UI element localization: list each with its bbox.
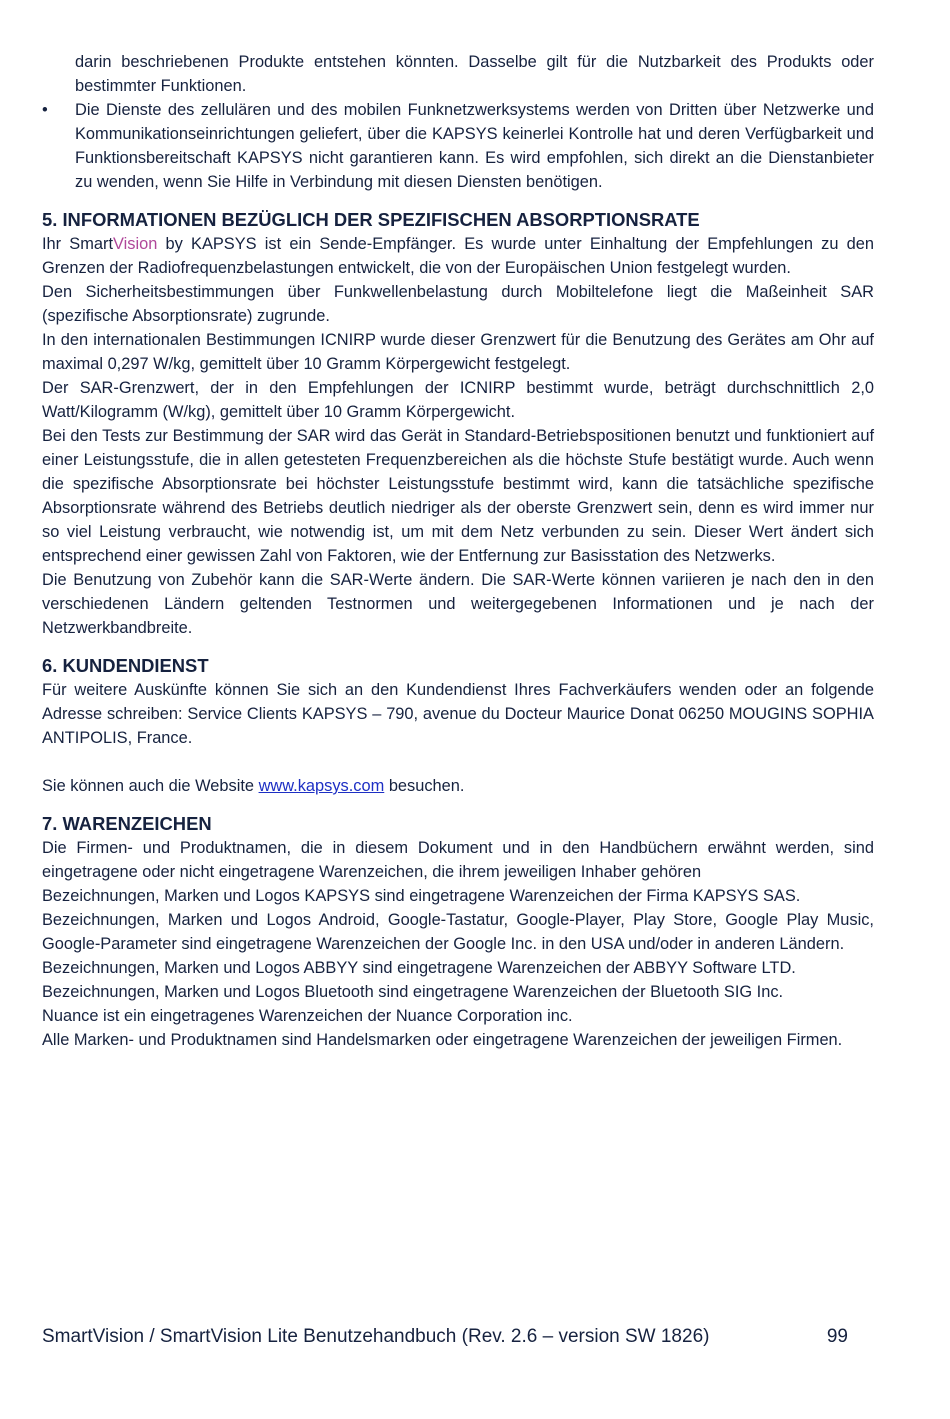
spacer (42, 750, 874, 774)
section-sar (42, 208, 874, 640)
section-customer-service (42, 654, 874, 798)
website-link[interactable]: www.kapsys.com (258, 777, 385, 795)
section-trademarks (42, 812, 874, 1052)
page-number: 99 (826, 1326, 848, 1347)
website-post: besuchen. (384, 777, 465, 795)
intro-continuation: darin beschriebenen Produkte entstehen könnten. Dasselbe gilt für die Nutzbarkeit des Produkts oder bestimmter Funktionen. (75, 53, 874, 95)
bullet-list (42, 98, 874, 194)
section-heading-sar: 5. INFORMATIONEN BEZÜGLICH DER SPEZIFISCHEN ABSORPTIONSRATE (42, 209, 700, 230)
bullet-text: Die Dienste des zellulären und des mobilen Funknetzwerksystems werden von Dritten über Netzwerke und Kommunikationseinrichtungen geliefert, über die KAPSYS keinerlei Kontrolle hat und deren Verfügbarkeit und Funktionsbereitschaft KAPSYS nicht garantieren kann. Es wird empfohlen, sich direkt an die Dienstanbieter zu wenden, wenn Sie Hilfe in Verbindung mit diesen Diensten benötigen. (75, 101, 874, 191)
paragraph: Der SAR-Grenzwert, der in den Empfehlungen der ICNIRP bestimmt wurde, beträgt durchschnittlich 2,0 Watt/Kilogramm (W/kg), gemittelt über 10 Gramm Körpergewicht. (42, 379, 874, 421)
page-footer (42, 1323, 848, 1351)
paragraph: Bezeichnungen, Marken und Logos KAPSYS sind eingetragene Warenzeichen der Firma KAPSYS SAS. (42, 887, 801, 905)
paragraph: Den Sicherheitsbestimmungen über Funkwellenbelastung durch Mobiltelefone liegt die Maßeinheit SAR (spezifische Absorptionsrate) zugrunde. (42, 283, 874, 325)
paragraph-intro-pre: Ihr Smart (42, 235, 114, 253)
document-body (42, 50, 874, 1052)
paragraph-address: Für weitere Auskünfte können Sie sich an den Kundendienst Ihres Fachverkäufers wenden oder an folgende Adresse schreiben: Service Clients KAPSYS – 790, avenue du Docteur Maurice Donat 06250 MOUGINS SOPHIA ANTIPOLIS, France. (42, 681, 874, 747)
brand-accent-text: Vision (113, 235, 158, 253)
paragraph: Bezeichnungen, Marken und Logos Bluetooth sind eingetragene Warenzeichen der Bluetooth SIG Inc. (42, 983, 784, 1001)
paragraph: Nuance ist ein eingetragenes Warenzeichen der Nuance Corporation inc. (42, 1007, 573, 1025)
paragraph-website (42, 774, 874, 798)
paragraph: Alle Marken- und Produktnamen sind Handelsmarken oder eingetragene Warenzeichen der jeweiligen Firmen. (42, 1031, 843, 1049)
website-pre: Sie können auch die Website (42, 777, 259, 795)
paragraph-intro-post: by KAPSYS ist ein Sende-Empfänger. Es wurde unter Einhaltung der Empfehlungen zu den Grenzen der Radiofrequenzbelastungen entwickelt, die von der Europäischen Union festgelegt wurden. (42, 235, 874, 277)
section-heading-trademarks: 7. WARENZEICHEN (42, 813, 212, 834)
paragraph: Bei den Tests zur Bestimmung der SAR wird das Gerät in Standard-Betriebspositionen benutzt und funktioniert auf einer Leistungsstufe, die in allen getesteten Frequenzbereichen als die höchste Stufe bestätigt wurde. Auch wenn die spezifische Absorptionsrate bei höchster Leistungsstufe bestimmt wird, kann die tatsächliche spezifische Absorptionsrate während des Betriebs deutlich niedriger als der oberste Grenzwert sein, denn es wird immer nur so viel Leistung verbraucht, wie notwendig ist, um mit dem Netz verbunden zu sein. Dieser Wert ändert sich entsprechend einer gewissen Zahl von Faktoren, wie der Entfernung zur Basisstation des Netzwerks. (42, 427, 874, 565)
paragraph: Bezeichnungen, Marken und Logos Android, Google-Tastatur, Google-Player, Play Store, Google Play Music, Google-Parameter sind eingetragene Warenzeichen der Google Inc. in den USA und/oder in anderen Ländern. (42, 911, 874, 953)
paragraph: Die Firmen- und Produktnamen, die in diesem Dokument und in den Handbüchern erwähnt werden, sind eingetragene oder nicht eingetragene Warenzeichen, die ihrem jeweiligen Inhaber gehören (42, 839, 874, 881)
footer-title: SmartVision / SmartVision Lite Benutzehandbuch (Rev. 2.6 – version SW 1826) (42, 1326, 710, 1347)
bullet-icon: • (42, 101, 48, 119)
list-item (42, 98, 874, 194)
paragraph: Die Benutzung von Zubehör kann die SAR-Werte ändern. Die SAR-Werte können variieren je nach den in den verschiedenen Ländern geltenden Testnormen und weitergegebenen Informationen und je nach der Netzwerkbandbreite. (42, 571, 874, 637)
section-heading-customer-service: 6. KUNDENDIENST (42, 655, 209, 676)
paragraph: In den internationalen Bestimmungen ICNIRP wurde dieser Grenzwert für die Benutzung des Gerätes am Ohr auf maximal 0,297 W/kg, gemittelt über 10 Gramm Körpergewicht festgelegt. (42, 331, 874, 373)
paragraph-intro (42, 232, 874, 280)
paragraph: Bezeichnungen, Marken und Logos ABBYY sind eingetragene Warenzeichen der ABBYY Software LTD. (42, 959, 796, 977)
